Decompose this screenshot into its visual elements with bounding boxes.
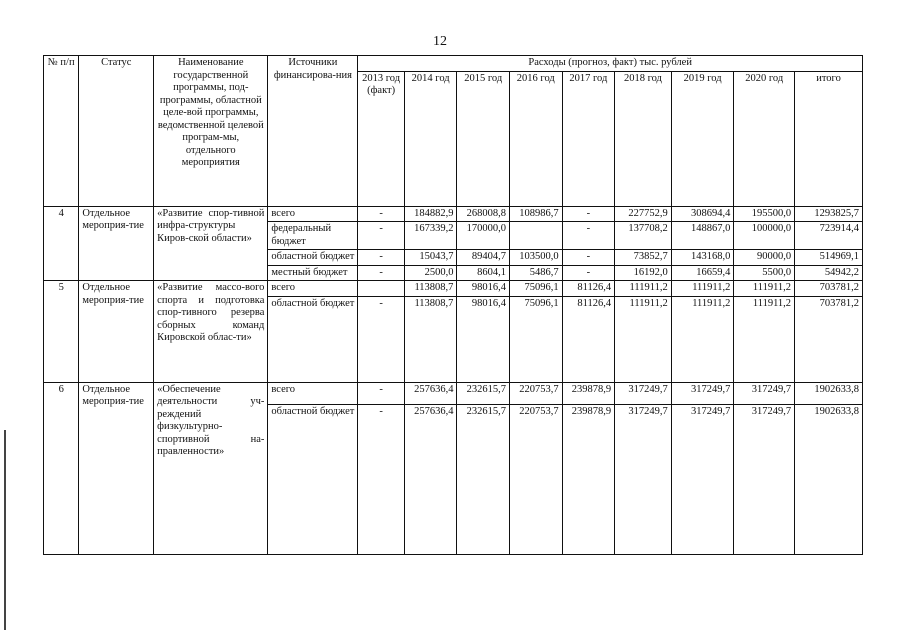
header-source: Источники финансирова-ния xyxy=(268,56,358,207)
value-cell: 317249,7 xyxy=(734,404,795,554)
value-cell: 220753,7 xyxy=(510,382,563,404)
source-cell: местный бюджет xyxy=(268,265,358,281)
value-cell: 111911,2 xyxy=(671,281,734,297)
value-cell: 108986,7 xyxy=(510,206,563,222)
header-status: Статус xyxy=(79,56,154,207)
value-cell: - xyxy=(358,404,405,554)
group-num: 4 xyxy=(44,206,79,281)
value-cell: 195500,0 xyxy=(734,206,795,222)
value-cell xyxy=(510,222,563,250)
source-cell: федеральный бюджет xyxy=(268,222,358,250)
value-cell: 98016,4 xyxy=(457,296,510,382)
value-cell: 232615,7 xyxy=(457,382,510,404)
value-cell: 268008,8 xyxy=(457,206,510,222)
value-cell: - xyxy=(562,265,615,281)
header-num: № п/п xyxy=(44,56,79,207)
value-cell: 703781,2 xyxy=(795,281,863,297)
value-cell: 54942,2 xyxy=(795,265,863,281)
source-cell: областной бюджет xyxy=(268,296,358,382)
table-body xyxy=(44,206,863,554)
value-cell: 16659,4 xyxy=(671,265,734,281)
value-cell: 111911,2 xyxy=(734,296,795,382)
header-year-3: 2016 год xyxy=(510,71,563,206)
value-cell: 143168,0 xyxy=(671,250,734,266)
value-cell: 5486,7 xyxy=(510,265,563,281)
value-cell: 137708,2 xyxy=(615,222,672,250)
header-year-5: 2018 год xyxy=(615,71,672,206)
header-year-1: 2014 год xyxy=(404,71,457,206)
value-cell: 239878,9 xyxy=(562,382,615,404)
value-cell: 1293825,7 xyxy=(795,206,863,222)
value-cell: 113808,7 xyxy=(404,281,457,297)
table-row xyxy=(44,382,863,404)
value-cell: 317249,7 xyxy=(671,404,734,554)
value-cell: 167339,2 xyxy=(404,222,457,250)
value-cell: 73852,7 xyxy=(615,250,672,266)
value-cell: - xyxy=(358,250,405,266)
value-cell: 232615,7 xyxy=(457,404,510,554)
value-cell: 75096,1 xyxy=(510,296,563,382)
source-cell: всего xyxy=(268,281,358,297)
value-cell: - xyxy=(358,382,405,404)
value-cell: 723914,4 xyxy=(795,222,863,250)
value-cell: 1902633,8 xyxy=(795,382,863,404)
header-year-6: 2019 год xyxy=(671,71,734,206)
source-cell: всего xyxy=(268,382,358,404)
group-name: «Обеспечение деятельности уч-реждений физкультурно-спортивной на-правленности» xyxy=(154,382,268,554)
value-cell: 111911,2 xyxy=(734,281,795,297)
value-cell: 703781,2 xyxy=(795,296,863,382)
budget-table xyxy=(43,55,863,555)
value-cell: 75096,1 xyxy=(510,281,563,297)
value-cell xyxy=(358,281,405,297)
source-cell: областной бюджет xyxy=(268,250,358,266)
header-year-0: 2013 год (факт) xyxy=(358,71,405,206)
value-cell: 170000,0 xyxy=(457,222,510,250)
left-margin-rule xyxy=(4,430,6,630)
value-cell: - xyxy=(562,222,615,250)
value-cell: 111911,2 xyxy=(671,296,734,382)
page-number: 12 xyxy=(433,34,447,49)
value-cell: 81126,4 xyxy=(562,296,615,382)
value-cell: 514969,1 xyxy=(795,250,863,266)
header-row-1 xyxy=(44,56,863,72)
value-cell: 308694,4 xyxy=(671,206,734,222)
table-row xyxy=(44,206,863,222)
header-name: Наименование государственной программы, под-программы, областной целе-вой программы, ведомственной целевой програм-мы, отдельного мероприятия xyxy=(154,56,268,207)
value-cell: 1902633,8 xyxy=(795,404,863,554)
value-cell: - xyxy=(562,250,615,266)
header-year-7: 2020 год xyxy=(734,71,795,206)
value-cell: 2500,0 xyxy=(404,265,457,281)
value-cell: 81126,4 xyxy=(562,281,615,297)
value-cell: 220753,7 xyxy=(510,404,563,554)
value-cell: 257636,4 xyxy=(404,382,457,404)
value-cell: 227752,9 xyxy=(615,206,672,222)
value-cell: 148867,0 xyxy=(671,222,734,250)
value-cell: - xyxy=(358,206,405,222)
value-cell: 317249,7 xyxy=(615,404,672,554)
value-cell: - xyxy=(358,265,405,281)
value-cell: 98016,4 xyxy=(457,281,510,297)
group-num: 6 xyxy=(44,382,79,554)
value-cell: 239878,9 xyxy=(562,404,615,554)
group-status: Отдельное мероприя-тие xyxy=(79,206,154,281)
group-num: 5 xyxy=(44,281,79,383)
value-cell: 317249,7 xyxy=(734,382,795,404)
group-name: «Развитие спор-тивной инфра-структуры Киров-ской области» xyxy=(154,206,268,281)
value-cell: 15043,7 xyxy=(404,250,457,266)
value-cell: - xyxy=(358,296,405,382)
group-status: Отдельное мероприя-тие xyxy=(79,382,154,554)
value-cell: 90000,0 xyxy=(734,250,795,266)
value-cell: 111911,2 xyxy=(615,296,672,382)
header-year-4: 2017 год xyxy=(562,71,615,206)
source-cell: всего xyxy=(268,206,358,222)
value-cell: 317249,7 xyxy=(671,382,734,404)
value-cell: 8604,1 xyxy=(457,265,510,281)
value-cell: - xyxy=(358,222,405,250)
value-cell: 103500,0 xyxy=(510,250,563,266)
value-cell: 5500,0 xyxy=(734,265,795,281)
value-cell: 113808,7 xyxy=(404,296,457,382)
value-cell: 317249,7 xyxy=(615,382,672,404)
table-row xyxy=(44,281,863,297)
group-status: Отдельное мероприя-тие xyxy=(79,281,154,383)
value-cell: 100000,0 xyxy=(734,222,795,250)
value-cell: 257636,4 xyxy=(404,404,457,554)
value-cell: 111911,2 xyxy=(615,281,672,297)
group-name: «Развитие массо-вого спорта и подготовка спор-тивного резерва сборных команд Кировской облас-ти» xyxy=(154,281,268,383)
header-expenses: Расходы (прогноз, факт) тыс. рублей xyxy=(358,56,863,72)
value-cell: 184882,9 xyxy=(404,206,457,222)
value-cell: - xyxy=(562,206,615,222)
value-cell: 16192,0 xyxy=(615,265,672,281)
header-year-2: 2015 год xyxy=(457,71,510,206)
header-year-8: итого xyxy=(795,71,863,206)
source-cell: областной бюджет xyxy=(268,404,358,554)
value-cell: 89404,7 xyxy=(457,250,510,266)
